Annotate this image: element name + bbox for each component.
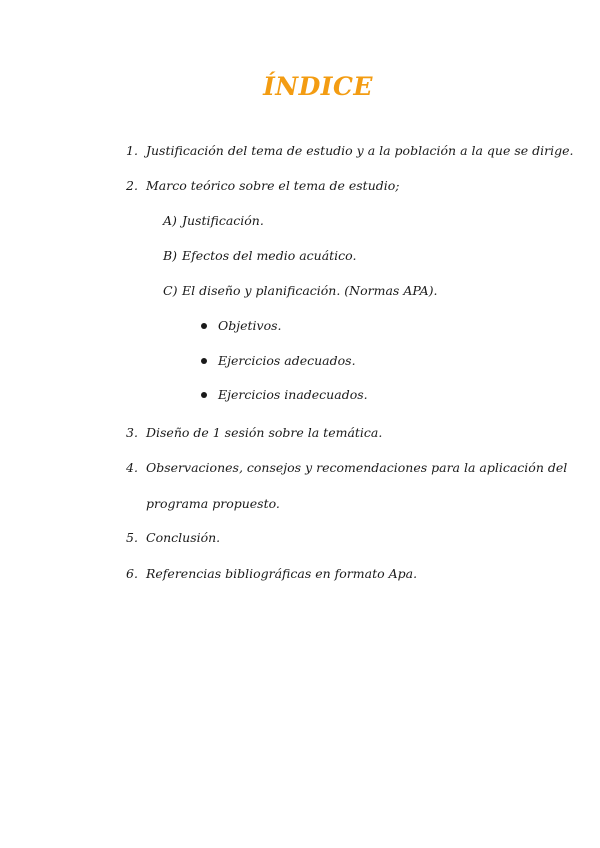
index-subitem-a [163, 213, 264, 229]
bullet-dot-icon [201, 392, 207, 398]
item-number: 6. [126, 566, 138, 581]
item-number: 5. [126, 530, 138, 545]
item-text: Marco teórico sobre el tema de estudio; [146, 178, 400, 193]
subitem-text: Justificación. [182, 213, 264, 228]
index-item-6 [126, 566, 417, 582]
index-subitem-c [163, 283, 437, 299]
index-item-4 [126, 460, 567, 476]
subitem-text: El diseño y planificación. (Normas APA). [182, 283, 438, 298]
index-item-5 [126, 530, 220, 546]
item-text: Referencias bibliográficas en formato Apa. [146, 566, 418, 581]
index-item-2 [126, 178, 400, 194]
bullet-dot-icon [201, 358, 207, 364]
item-number: 3. [126, 425, 138, 440]
item-number: 4. [126, 460, 138, 475]
index-item-4-continuation: programa propuesto. [146, 496, 280, 511]
index-bullet-1: Objetivos. [218, 318, 282, 333]
index-item-1 [126, 143, 573, 159]
item-text: Conclusión. [146, 530, 221, 545]
item-number: 1. [126, 143, 138, 158]
index-item-3 [126, 425, 382, 441]
index-subitem-b [163, 248, 356, 264]
item-number: 2. [126, 178, 138, 193]
index-title: ÍNDICE [263, 72, 373, 101]
index-bullet-2: Ejercicios adecuados. [218, 353, 356, 368]
item-text: Justificación del tema de estudio y a la población a la que se dirige. [146, 143, 574, 158]
index-bullet-3: Ejercicios inadecuados. [218, 387, 368, 402]
subitem-text: Efectos del medio acuático. [182, 248, 357, 263]
subitem-letter: C) [163, 283, 178, 298]
subitem-letter: A) [163, 213, 177, 228]
item-text: Diseño de 1 sesión sobre la temática. [146, 425, 383, 440]
subitem-letter: B) [163, 248, 178, 263]
bullet-dot-icon [201, 323, 207, 329]
item-text: Observaciones, consejos y recomendaciones para la aplicación del [146, 460, 568, 475]
